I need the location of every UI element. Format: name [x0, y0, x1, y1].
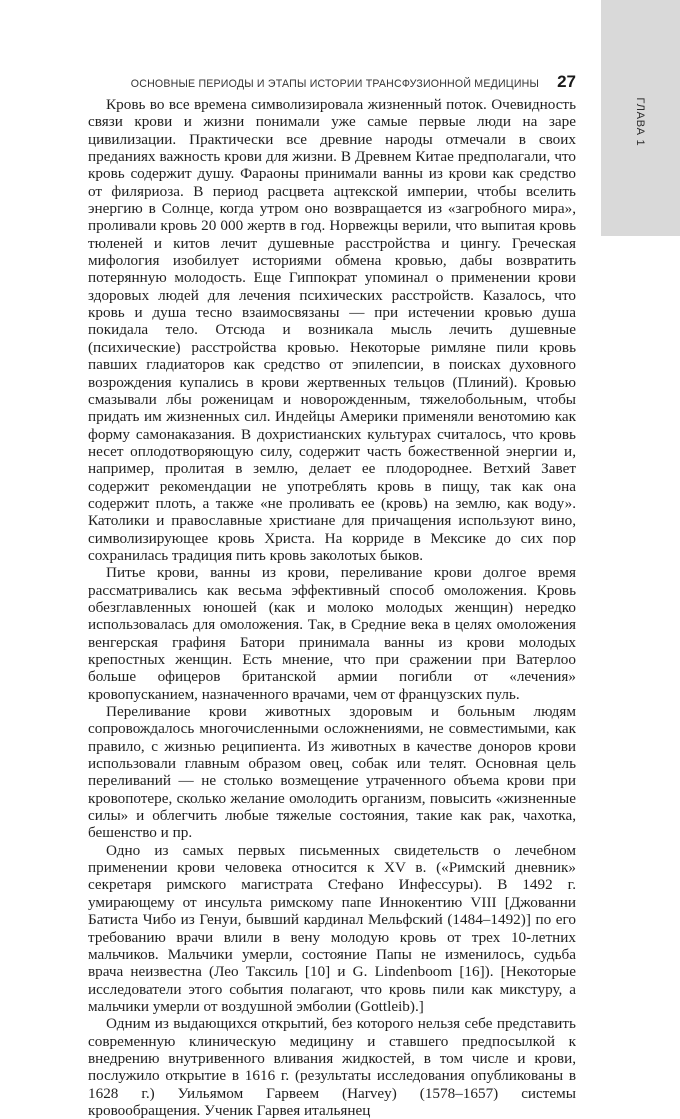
running-title: ОСНОВНЫЕ ПЕРИОДЫ И ЭТАПЫ ИСТОРИИ ТРАНСФУЗИОННОЙ МЕДИЦИНЫ [130, 78, 540, 90]
chapter-tab-label: ГЛАВА 1 [634, 97, 646, 147]
paragraph-4: Одно из самых первых письменных свидетельств о лечебном применении крови человека относится к XV в. («Римский дневник» секретаря римского магистрата Стефано Инфессуры). В 1492 г. умирающему от инсульта римскому папе Иннокентию VIII [Джованни Батиста Чибо из Генуи, бывший кардинал Мельфский (1484–1492)] по его требованию врачи влили в вену молодую кровь от трех 10-летних мальчиков. Мальчики умерли, состояние Папы не изменилось, судьба врача неизвестна (Лео Таксиль [10] и G. Lindenboom [16]). [Некоторые исследователи этого события полагают, что кровь пили как микстуру, а мальчики умерли от воздушной эмболии (Gottleib).] [88, 841, 576, 1015]
page-number: 27 [557, 72, 576, 91]
paragraph-2: Питье крови, ванны из крови, переливание крови долгое время рассматривались как весьма эффективный способ омоложения. Кровь обезглавленных юношей (как и молоко молодых женщин) нередко использовалась для омоложения. Так, в Средние века в целях омоложения венгерская графиня Батори принимала ванны из крови молодых крепостных женщин. Есть мнение, что при сражении при Ватерлоо больше офицеров британской армии погибли от «лечения» кровопусканием, назначенного врачами, чем от французских пуль. [88, 564, 576, 703]
running-header [88, 72, 576, 92]
body-text [88, 96, 576, 1119]
paragraph-5: Одним из выдающихся открытий, без которого нельзя себе представить современную клиническую медицину и ставшего предпосылкой к внедрению внутривенного вливания жидкостей, в том числе и крови, послужило открытие в 1616 г. (результаты исследования опубликованы в 1628 г.) Уильямом Гарвеем (Harvey) (1578–1657) системы кровообращения. Ученик Гарвея итальянец [88, 1015, 576, 1119]
paragraph-3: Переливание крови животных здоровым и больным людям сопровождалось многочисленными осложнениями, не совместимыми, как правило, с жизнью реципиента. Из животных в качестве доноров крови использовали главным образом овец, собак или телят. Основная цель переливаний — не столько возмещение утраченного объема крови при кровопотере, сколько желание омолодить организм, повысить «жизненные силы» и облегчить любые тяжелые состояния, такие как рак, чахотка, бешенство и пр. [88, 703, 576, 842]
paragraph-1: Кровь во все времена символизировала жизненный поток. Очевидность связи крови и жизни понимали уже самые первые люди на заре цивилизации. Практически все древние народы отмечали в своих преданиях важность крови для жизни. В Древнем Китае предполагали, что кровь содержит душу. Фараоны принимали ванны из крови как средство от филяриоза. В период расцвета ацтекской империи, чтобы вселить энергию в Солнце, когда утром оно возвращается из «загробного мира», проливали кровь 20 000 жертв в год. Норвежцы верили, что выпитая кровь тюленей и китов лечит душевные расстройства и цингу. Греческая мифология изобилует историями обмена кровью, дабы возвратить потерянную молодость. Еще Гиппократ упоминал о применении крови здоровых людей для лечения психических расстройств. Казалось, что кровь и душа тесно взаимосвязаны — при истечении кровью душа покидала тело. Отсюда и возникала мысль лечить душевные (психические) расстройства кровью. Некоторые римляне пили кровь павших гладиаторов как средство от эпилепсии, в поисках духовного возрождения купались в крови жертвенных тельцов (Плиний). Кровью смазывали лбы роженицам и новорожденным, тяжелобольным, чтобы придать им жизненных сил. Индейцы Америки применяли венотомию как форму самонаказания. В дохристианских культурах считалось, что кровь несет оплодотворяющую силу, содержит часть божественной энергии и, например, пролитая в землю, делает ее плодороднее. Ветхий Завет содержит рекомендации не употреблять кровь в пищу, так как она содержит плоть, а также «не проливать ее (кровь) на землю, как воду». Католики и православные христиане для причащения используют вино, символизирующее кровь Христа. На корриде в Мексике до сих пор сохранилась традиция пить кровь заколотых быков. [88, 96, 576, 564]
